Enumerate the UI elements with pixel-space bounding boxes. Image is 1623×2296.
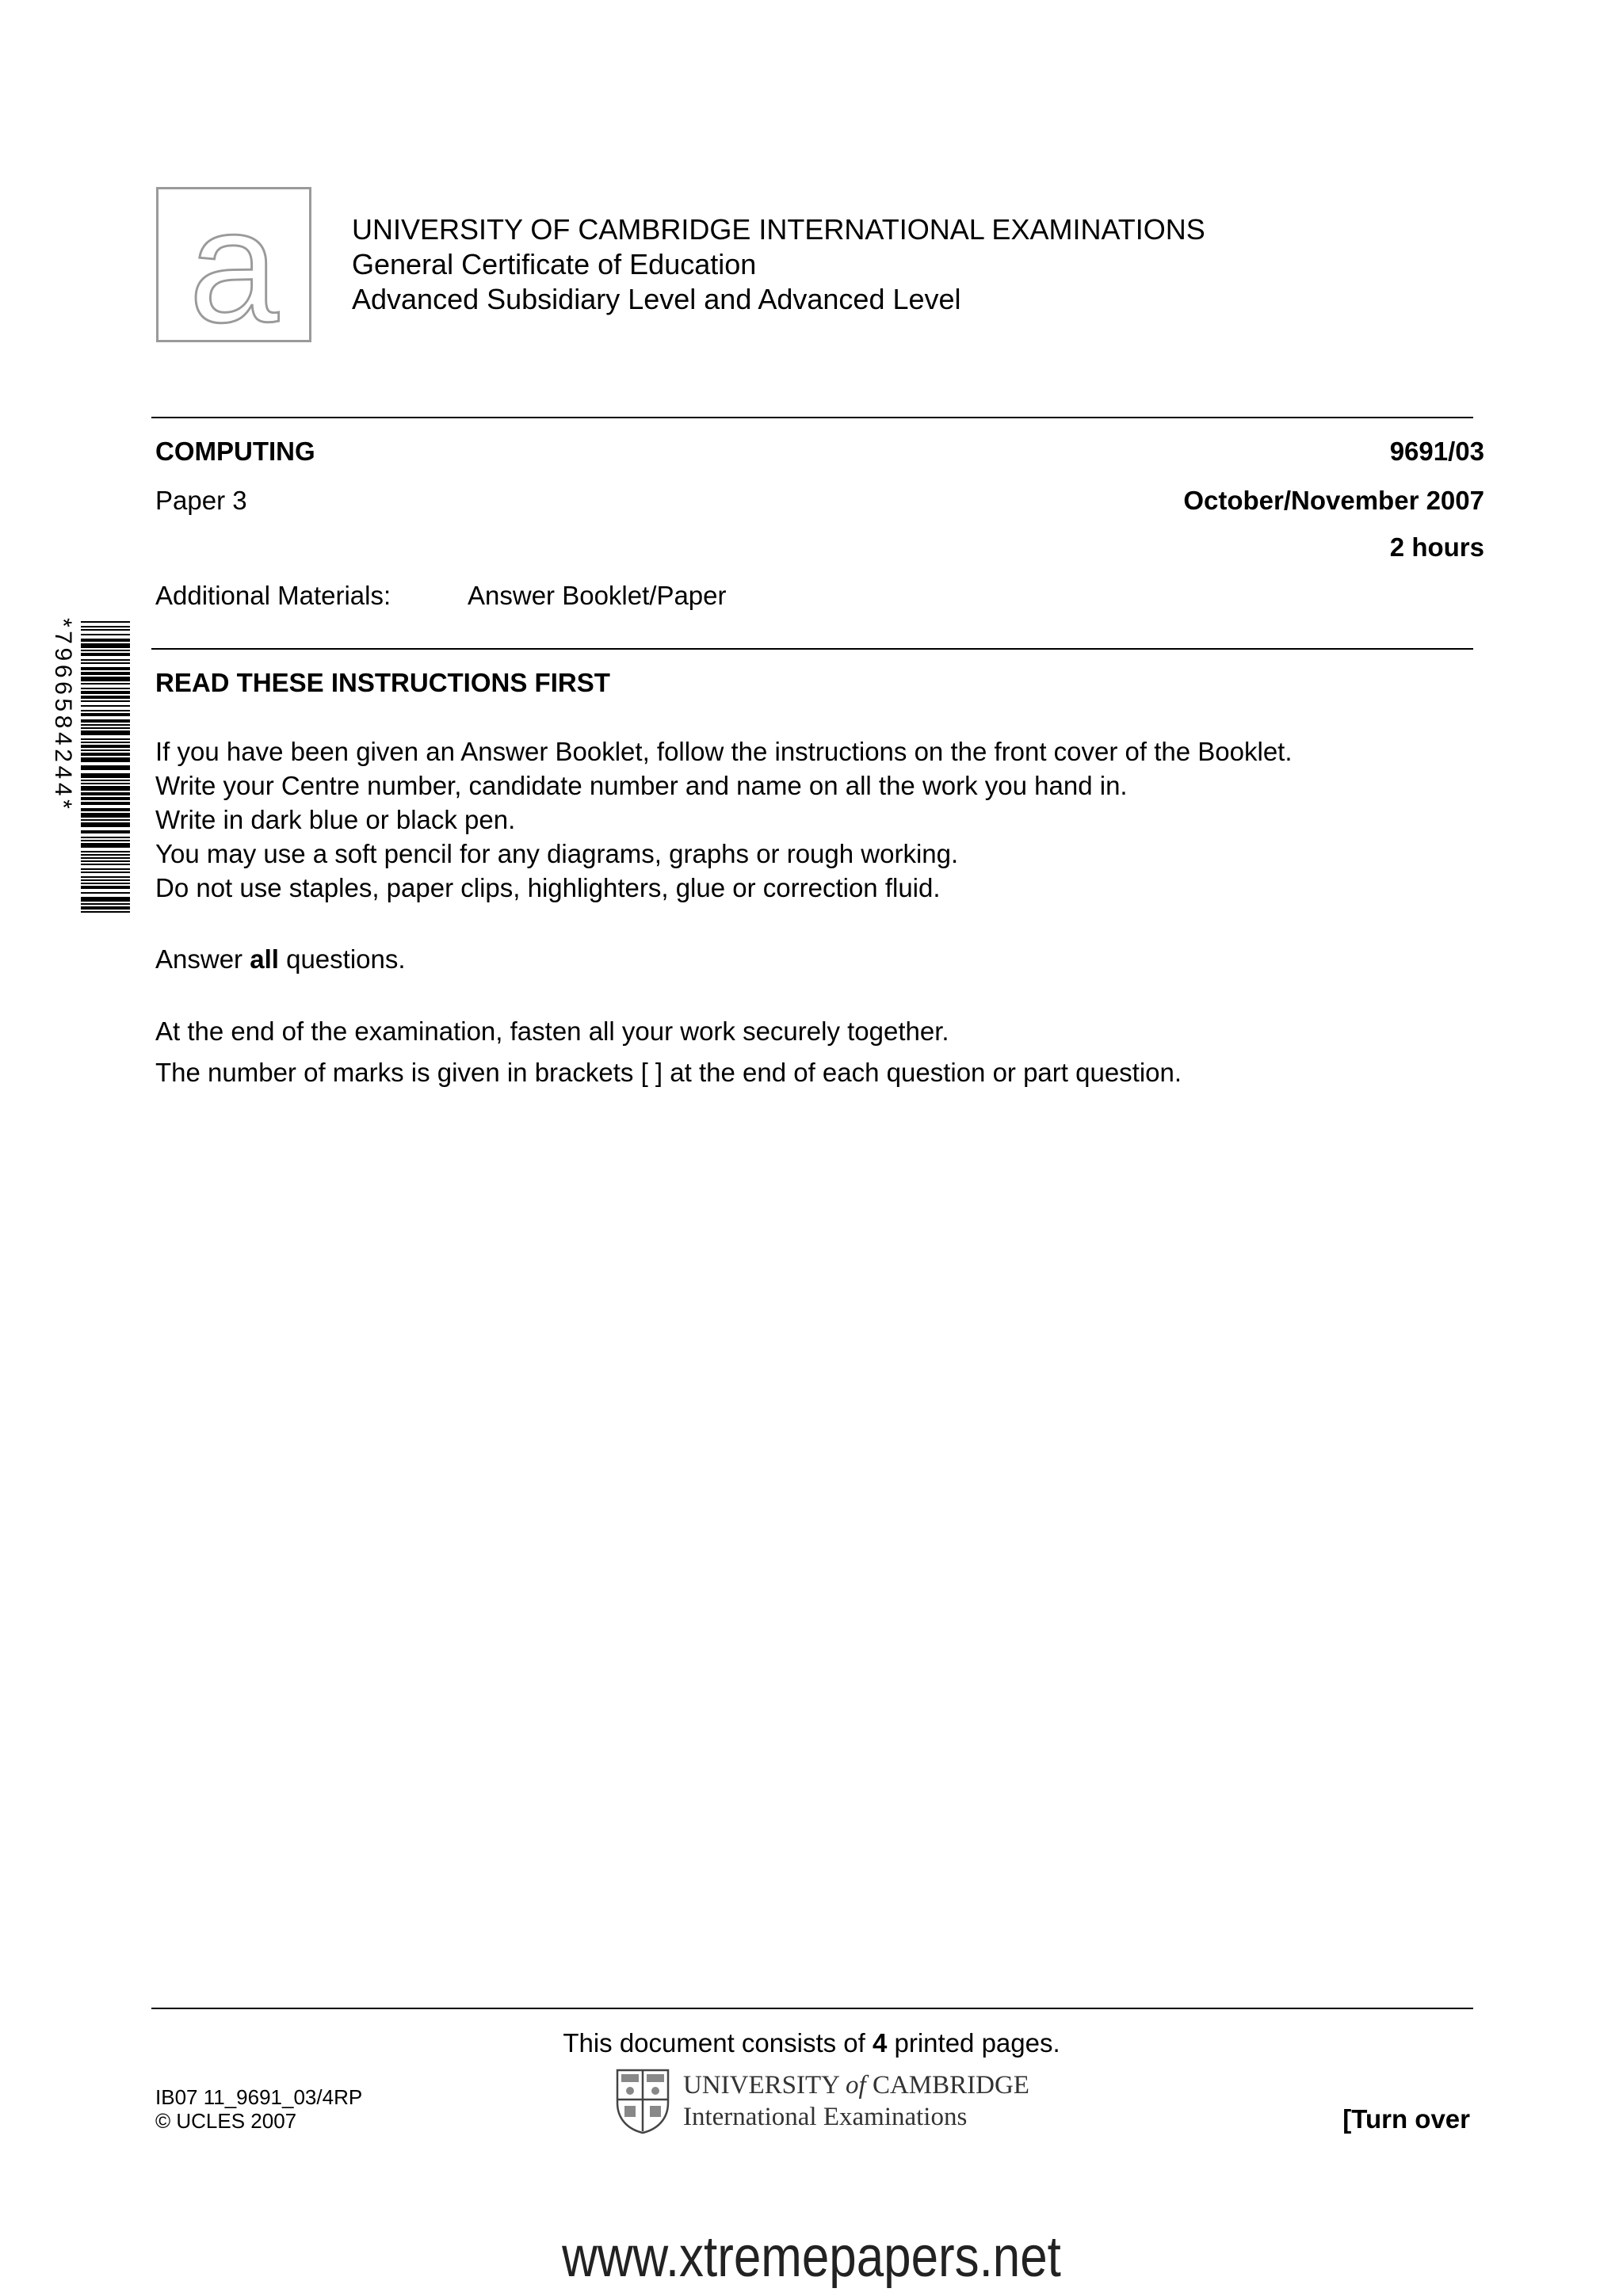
barcode-bar xyxy=(81,745,130,748)
barcode-bar xyxy=(81,906,130,910)
paper-number: Paper 3 xyxy=(155,486,247,515)
instruction-line: Do not use staples, paper clips, highlighters, glue or correction fluid. xyxy=(155,873,941,902)
barcode-bar xyxy=(81,883,130,884)
barcode-bar xyxy=(81,854,130,856)
svg-text:*7966584244*: *7966584244* xyxy=(50,618,76,813)
barcode-bar xyxy=(81,797,130,800)
cambridge-wordmark xyxy=(683,2069,1029,2133)
barcode-bar xyxy=(81,724,130,726)
barcode-bar xyxy=(81,691,130,694)
website-watermark: www.xtremepapers.net xyxy=(562,2225,1061,2289)
barcode-bar xyxy=(81,864,130,865)
barcode-bar xyxy=(81,868,130,870)
end-instructions xyxy=(155,1011,1182,1093)
barcode-bar xyxy=(81,753,130,756)
materials-value: Answer Booklet/Paper xyxy=(468,581,727,610)
barcode-bar xyxy=(81,843,130,848)
cambridge-exams-line: International Examinations xyxy=(683,2103,968,2131)
barcode-bar xyxy=(81,677,130,681)
top-divider xyxy=(151,417,1473,418)
barcode-bar xyxy=(81,830,130,833)
barcode-bar xyxy=(81,783,130,784)
barcode-bar xyxy=(81,672,130,675)
barcode-bar xyxy=(81,749,130,751)
barcode-bar xyxy=(81,911,130,913)
instructions-heading: READ THESE INSTRUCTIONS FIRST xyxy=(155,668,610,697)
barcode-bar xyxy=(81,773,130,778)
barcode-bar xyxy=(81,822,130,827)
a-logo-icon xyxy=(158,189,309,340)
instruction-line: Write your Centre number, candidate number and name on all the work you hand in. xyxy=(155,771,1128,800)
barcode-bar xyxy=(81,639,130,642)
barcode-bar xyxy=(81,765,130,770)
barcode-bar xyxy=(81,860,130,862)
cambridge-university-line: UNIVERSITY of CAMBRIDGE xyxy=(683,2071,1029,2100)
fasten-instruction: At the end of the examination, fasten all your work securely together. xyxy=(155,1016,949,1046)
reference-code: IB07 11_9691_03/4RP xyxy=(155,2085,363,2109)
barcode-bar xyxy=(81,700,130,702)
exam-duration: 2 hours xyxy=(1389,532,1484,562)
crest-icon xyxy=(615,2068,670,2134)
exam-session: October/November 2007 xyxy=(1183,486,1484,515)
barcode-bar xyxy=(81,757,130,762)
svg-text:a: a xyxy=(189,189,279,340)
instructions-list xyxy=(155,734,1293,905)
barcode-bar xyxy=(81,840,130,841)
barcode-bar xyxy=(81,780,130,781)
barcode-icon xyxy=(48,615,135,919)
syllabus-code: 9691/03 xyxy=(1389,437,1484,466)
barcode-bar xyxy=(81,819,130,821)
barcode-bar xyxy=(81,659,130,661)
barcode-bar xyxy=(81,808,130,811)
barcode-bar xyxy=(81,792,130,795)
barcode-bar xyxy=(81,705,130,707)
instructions-divider xyxy=(151,648,1473,650)
barcode-bar xyxy=(81,653,130,656)
cie-a-logo xyxy=(156,187,311,342)
barcode-bar xyxy=(81,727,130,729)
barcode-bar xyxy=(81,650,130,651)
barcode-bar xyxy=(81,802,130,805)
barcode-bar xyxy=(81,897,130,902)
barcode-bar xyxy=(81,738,130,740)
cambridge-crest xyxy=(615,2068,670,2134)
institution-name: UNIVERSITY OF CAMBRIDGE INTERNATIONAL EXAMINATIONS xyxy=(352,213,1205,246)
copyright-notice: © UCLES 2007 xyxy=(155,2109,297,2133)
barcode-bar xyxy=(81,713,130,716)
qualification-name: General Certificate of Education xyxy=(352,248,757,280)
qualification-level: Advanced Subsidiary Level and Advanced Level xyxy=(352,283,961,315)
page-count-note: This document consists of 4 printed pages. xyxy=(563,2028,1060,2058)
barcode-bar xyxy=(81,621,130,623)
barcode-bar xyxy=(81,837,130,838)
barcode-bar xyxy=(81,696,130,699)
footer-reference xyxy=(155,2085,362,2133)
barcode-bar xyxy=(81,667,130,670)
barcode-bar xyxy=(81,857,130,859)
barcode-bar xyxy=(81,813,130,818)
footer-divider xyxy=(151,2008,1473,2009)
barcode-bar xyxy=(81,662,130,664)
barcode-bar xyxy=(81,879,130,881)
barcode-bar xyxy=(81,851,130,852)
institution-header xyxy=(352,212,1205,317)
barcode-bar xyxy=(81,886,130,889)
barcode-bar xyxy=(81,643,130,648)
barcode-bar xyxy=(81,634,130,635)
barcode-bar xyxy=(81,786,130,791)
instruction-line: Write in dark blue or black pen. xyxy=(155,805,516,834)
answer-all-line: Answer all questions. xyxy=(155,944,406,974)
barcode-bar xyxy=(81,719,130,723)
barcode-bar xyxy=(81,876,130,878)
barcode-bar xyxy=(81,903,130,905)
barcode-bar xyxy=(81,626,130,627)
barcode-bar xyxy=(81,742,130,743)
barcode xyxy=(48,615,135,919)
barcode-bar xyxy=(81,629,130,631)
barcode-bar xyxy=(81,688,130,689)
barcode-bar xyxy=(81,710,130,711)
barcode-bar xyxy=(81,892,130,894)
instruction-line: You may use a soft pencil for any diagrams, graphs or rough working. xyxy=(155,839,959,868)
instruction-line: If you have been given an Answer Booklet, follow the instructions on the front cover of the Booklet. xyxy=(155,737,1293,766)
turn-over-label: [Turn over xyxy=(1342,2104,1470,2134)
marks-instruction: The number of marks is given in brackets [ ] at the end of each question or part question. xyxy=(155,1058,1182,1087)
barcode-bar xyxy=(81,683,130,685)
materials-label: Additional Materials: xyxy=(155,581,391,610)
barcode-bar xyxy=(81,730,130,735)
subject-title: COMPUTING xyxy=(155,437,315,466)
barcode-bar xyxy=(81,871,130,873)
